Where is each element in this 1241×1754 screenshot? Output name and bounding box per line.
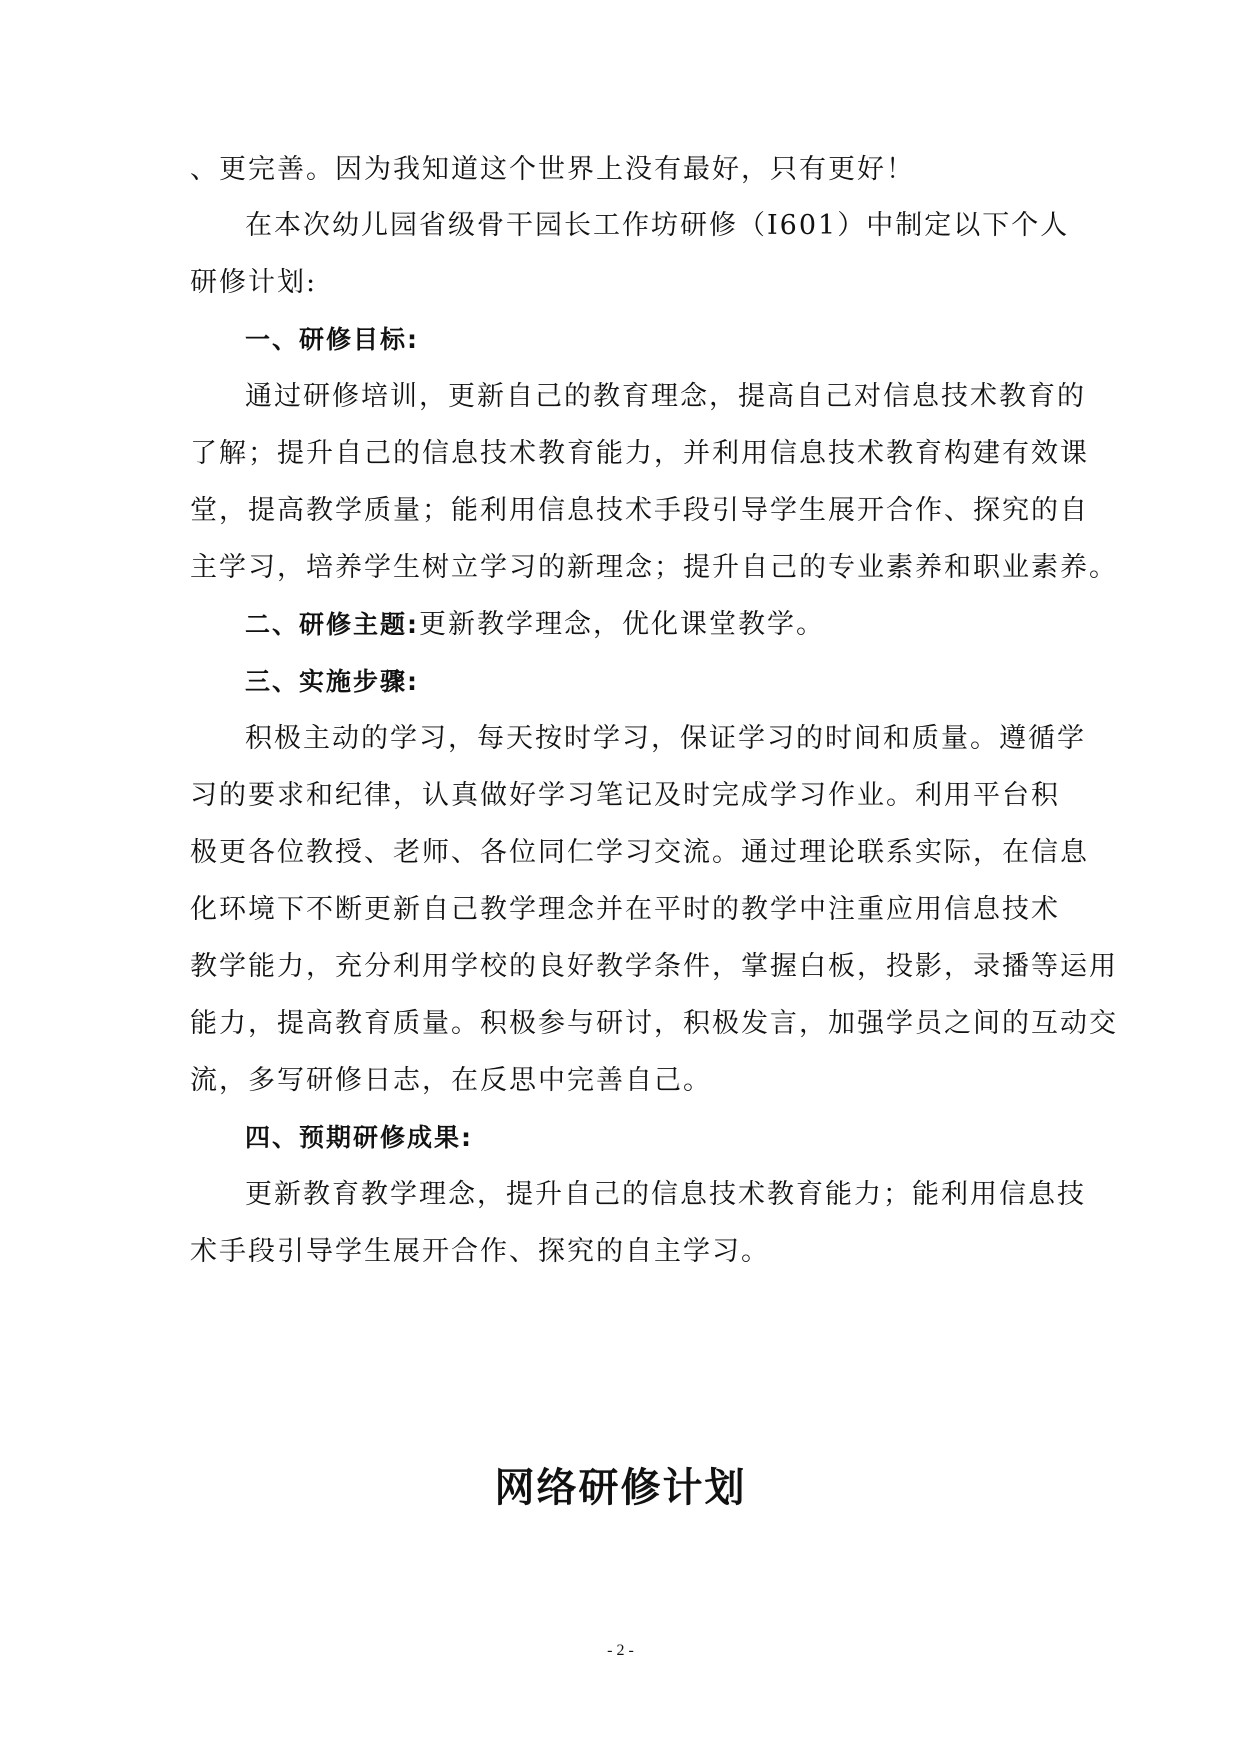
paragraph-line: 通过研修培训，更新自己的教育理念，提高自己对信息技术教育的 <box>245 381 1086 412</box>
paragraph-line: 研修计划: <box>190 267 318 298</box>
paragraph-line: 积极主动的学习，每天按时学习，保证学习的时间和质量。遵循学 <box>245 723 1086 754</box>
paragraph-line: 在本次幼儿园省级骨干园长工作坊研修（I601）中制定以下个人 <box>245 210 1070 241</box>
paragraph-line: 化环境下不断更新自己教学理念并在平时的教学中注重应用信息技术 <box>190 894 1060 925</box>
paragraph-line: 能力，提高教育质量。积极参与研讨，积极发言，加强学员之间的互动交 <box>190 1008 1118 1039</box>
paragraph-line: 流，多写研修日志，在反思中完善自己。 <box>190 1065 712 1096</box>
next-document-title: 网络研修计划 <box>494 1465 747 1511</box>
paragraph-line: 教学能力，充分利用学校的良好教学条件，掌握白板，投影，录播等运用 <box>190 951 1118 982</box>
paragraph-line: 术手段引导学生展开合作、探究的自主学习。 <box>190 1236 770 1267</box>
section-heading-steps: 三、实施步骤: <box>245 667 419 696</box>
paragraph-line: 主学习，培养学生树立学习的新理念；提升自己的专业素养和职业素养。 <box>190 552 1118 583</box>
paragraph-line: 了解；提升自己的信息技术教育能力，并利用信息技术教育构建有效课 <box>190 438 1089 469</box>
page-number: - 2 - <box>607 1642 634 1659</box>
section-theme-row <box>245 605 1145 645</box>
paragraph-line: 习的要求和纪律，认真做好学习笔记及时完成学习作业。利用平台积 <box>190 780 1060 811</box>
section-heading-theme: 二、研修主题: <box>245 610 419 639</box>
paragraph-line: 更新教育教学理念，提升自己的信息技术教育能力；能利用信息技 <box>245 1179 1086 1210</box>
section-heading-outcomes: 四、预期研修成果: <box>245 1123 473 1152</box>
paragraph-line: 堂，提高教学质量；能利用信息技术手段引导学生展开合作、探究的自 <box>190 495 1089 526</box>
section-heading-goals: 一、研修目标: <box>245 325 419 354</box>
paragraph-line: 、更完善。因为我知道这个世界上没有最好，只有更好！ <box>190 154 915 185</box>
section-theme-text: 更新教学理念，优化课堂教学。 <box>419 609 825 640</box>
paragraph-line: 极更各位教授、老师、各位同仁学习交流。通过理论联系实际，在信息 <box>190 837 1089 868</box>
